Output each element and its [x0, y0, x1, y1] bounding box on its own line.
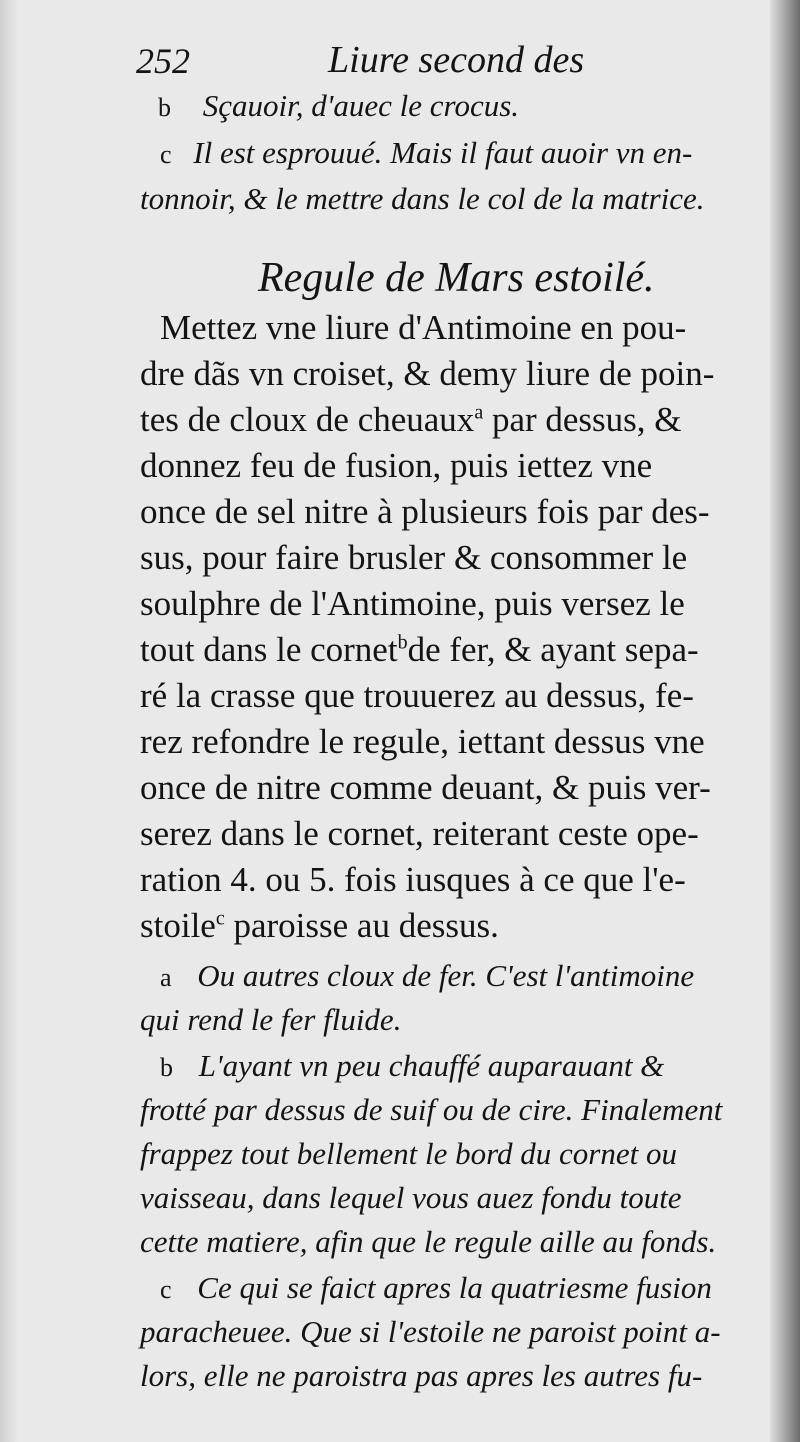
body-line: dre dãs vn croiset, & demy liure de poin- — [140, 354, 715, 393]
footnote-b-line-5: cette matiere, afin que le regule aille au fonds. — [140, 1224, 717, 1259]
body-text: stoile — [140, 906, 216, 945]
section-title: Regule de Mars estoilé. — [258, 255, 655, 301]
page-gutter-shadow — [0, 0, 18, 1442]
body-line: sus, pour faire brusler & consommer le — [140, 538, 688, 577]
page-edge-shadow — [770, 0, 800, 1442]
top-note-c-line-1 — [160, 135, 692, 171]
footnote-a-line-1 — [160, 958, 694, 994]
body-line: serez dans le cornet, reiterant ceste ope- — [140, 814, 699, 853]
top-note-c-line-2: tonnoir, & le mettre dans le col de la matrice. — [140, 181, 705, 216]
footnote-c-line-1 — [160, 1270, 712, 1306]
body-line: ré la crasse que trouuerez au dessus, fe- — [140, 676, 694, 715]
footnote-marker: c — [160, 1275, 172, 1304]
body-text: de fer, & ayant sepa- — [407, 630, 699, 669]
body-line: ration 4. ou 5. fois iusques à ce que l'e- — [140, 860, 686, 899]
body-text: paroisse au dessus. — [224, 906, 499, 945]
footnote-marker: b — [160, 1053, 173, 1082]
page-number: 252 — [136, 41, 190, 81]
footnote-c-line-2: paracheuee. Que si l'estoile ne paroist point a- — [140, 1314, 721, 1349]
body-text: tout dans le cornet — [140, 630, 398, 669]
body-line: soulphre de l'Antimoine, puis versez le — [140, 584, 685, 623]
footnote-ref-a: a — [474, 401, 484, 424]
body-line — [140, 630, 699, 670]
body-line: rez refondre le regule, iettant dessus vne — [140, 722, 705, 761]
footnote-b-line-1 — [160, 1048, 664, 1084]
body-line: donnez feu de fusion, puis iettez vne — [140, 446, 653, 485]
body-text: tes de cloux de cheuaux — [140, 400, 475, 439]
footnote-ref-b: b — [397, 631, 408, 654]
footnote-text: Ou autres cloux de fer. C'est l'antimoine — [197, 958, 695, 993]
body-line: once de nitre comme deuant, & puis ver- — [140, 768, 711, 807]
body-line: once de sel nitre à plusieurs fois par des- — [140, 492, 710, 531]
body-text: par dessus, & — [483, 400, 682, 439]
footnote-ref-c: c — [215, 907, 225, 930]
footnote-text: L'ayant vn peu chauffé auparauant & — [198, 1048, 665, 1083]
top-note-b — [158, 88, 519, 124]
note-marker: b — [158, 93, 171, 122]
note-text: Sçauoir, d'auec le crocus. — [202, 88, 520, 123]
note-text: Il est esprouué. Mais il faut auoir vn en- — [193, 135, 693, 170]
footnote-marker: a — [160, 963, 172, 992]
footnote-b-line-2: frotté par dessus de suif ou de cire. Finalement — [140, 1092, 723, 1127]
note-marker: c — [160, 140, 172, 169]
running-title: Liure second des — [328, 39, 585, 81]
footnote-b-line-4: vaisseau, dans lequel vous auez fondu toute — [140, 1180, 682, 1215]
footnote-b-line-3: frappez tout bellement le bord du cornet ou — [140, 1136, 677, 1171]
body-line — [140, 906, 499, 946]
footnote-c-line-3: lors, elle ne paroistra pas apres les autres fu- — [140, 1358, 703, 1393]
body-line: Mettez vne liure d'Antimoine en pou- — [160, 308, 687, 347]
body-line — [140, 400, 682, 440]
footnote-text: Ce qui se faict apres la quatriesme fusion — [197, 1270, 712, 1305]
footnote-a-line-2: qui rend le fer fluide. — [140, 1002, 402, 1037]
